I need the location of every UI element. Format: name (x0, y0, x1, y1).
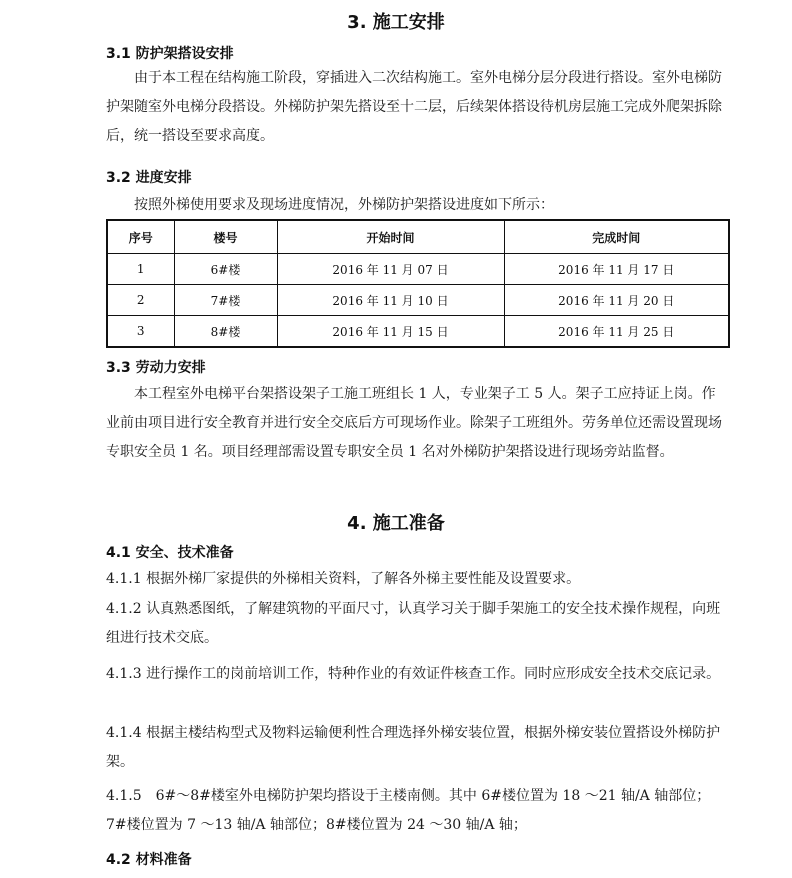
column-header: 序号 (107, 220, 174, 254)
table-cell: 2016 年 11 月 15 日 (277, 316, 504, 348)
table-row (107, 316, 729, 348)
table-row (107, 285, 729, 316)
table-row (107, 254, 729, 285)
item-4-1-5: 4.1.5 6#～8#楼室外电梯防护架均搭设于主楼南侧。其中 6#楼位置为 18 ～21 轴/A 轴部位；7#楼位置为 7 ～13 轴/A 轴部位；8#楼位置为 24 ～30 轴/A 轴； (106, 788, 711, 833)
section-3-3-heading: 3.3 劳动力安排 (106, 360, 206, 376)
section-4-2-heading: 4.2 材料准备 (106, 852, 192, 868)
table-cell: 3 (107, 316, 174, 348)
table-cell: 1 (107, 254, 174, 285)
section-3-2-paragraph: 按照外梯使用要求及现场进度情况，外梯防护架搭设进度如下所示： (134, 197, 554, 213)
column-header: 楼号 (174, 220, 277, 254)
table-cell: 2016 年 11 月 10 日 (277, 285, 504, 316)
section-3-1-paragraph: 由于本工程在结构施工阶段，穿插进入二次结构施工。室外电梯分层分段进行搭设。室外电梯防护架随室外电梯分段搭设。外梯防护架先搭设至十二层，后续架体搭设待机房层施工完成外爬架拆除后，统一搭设至要求高度。 (106, 70, 722, 144)
section-3-1-heading: 3.1 防护架搭设安排 (106, 46, 234, 62)
table-header-row (107, 220, 729, 254)
section-4-title: 4. 施工准备 (347, 513, 445, 534)
section-3-2-heading: 3.2 进度安排 (106, 170, 192, 186)
table-cell: 7#楼 (174, 285, 277, 316)
section-4-1-heading: 4.1 安全、技术准备 (106, 545, 234, 561)
section-3-title: 3. 施工安排 (347, 12, 445, 33)
table-cell: 2016 年 11 月 20 日 (504, 285, 729, 316)
table-cell: 8#楼 (174, 316, 277, 348)
column-header: 完成时间 (504, 220, 729, 254)
section-3-3-paragraph: 本工程室外电梯平台架搭设架子工施工班组长 1 人，专业架子工 5 人。架子工应持证上岗。作业前由项目进行安全教育并进行安全交底后方可现场作业。除架子工班组外。劳务单位还需设置现场专职安全员 1 名。项目经理部需设置专职安全员 1 名对外梯防护架搭设进行现场旁站监督。 (106, 386, 722, 460)
item-4-1-2: 4.1.2 认真熟悉图纸，了解建筑物的平面尺寸，认真学习关于脚手架施工的安全技术操作规程，向班组进行技术交底。 (106, 601, 721, 646)
table-cell: 2 (107, 285, 174, 316)
table-cell: 2016 年 11 月 07 日 (277, 254, 504, 285)
schedule-table (106, 219, 730, 348)
table-cell: 2016 年 11 月 25 日 (504, 316, 729, 348)
column-header: 开始时间 (277, 220, 504, 254)
item-4-1-4: 4.1.4 根据主楼结构型式及物料运输便利性合理选择外梯安装位置，根据外梯安装位置搭设外梯防护架。 (106, 725, 721, 770)
item-4-1-1: 4.1.1 根据外梯厂家提供的外梯相关资料，了解各外梯主要性能及设置要求。 (106, 571, 581, 587)
table-cell: 6#楼 (174, 254, 277, 285)
item-4-1-3: 4.1.3 进行操作工的岗前培训工作，特种作业的有效证件核查工作。同时应形成安全技术交底记录。 (106, 666, 721, 682)
table-cell: 2016 年 11 月 17 日 (504, 254, 729, 285)
